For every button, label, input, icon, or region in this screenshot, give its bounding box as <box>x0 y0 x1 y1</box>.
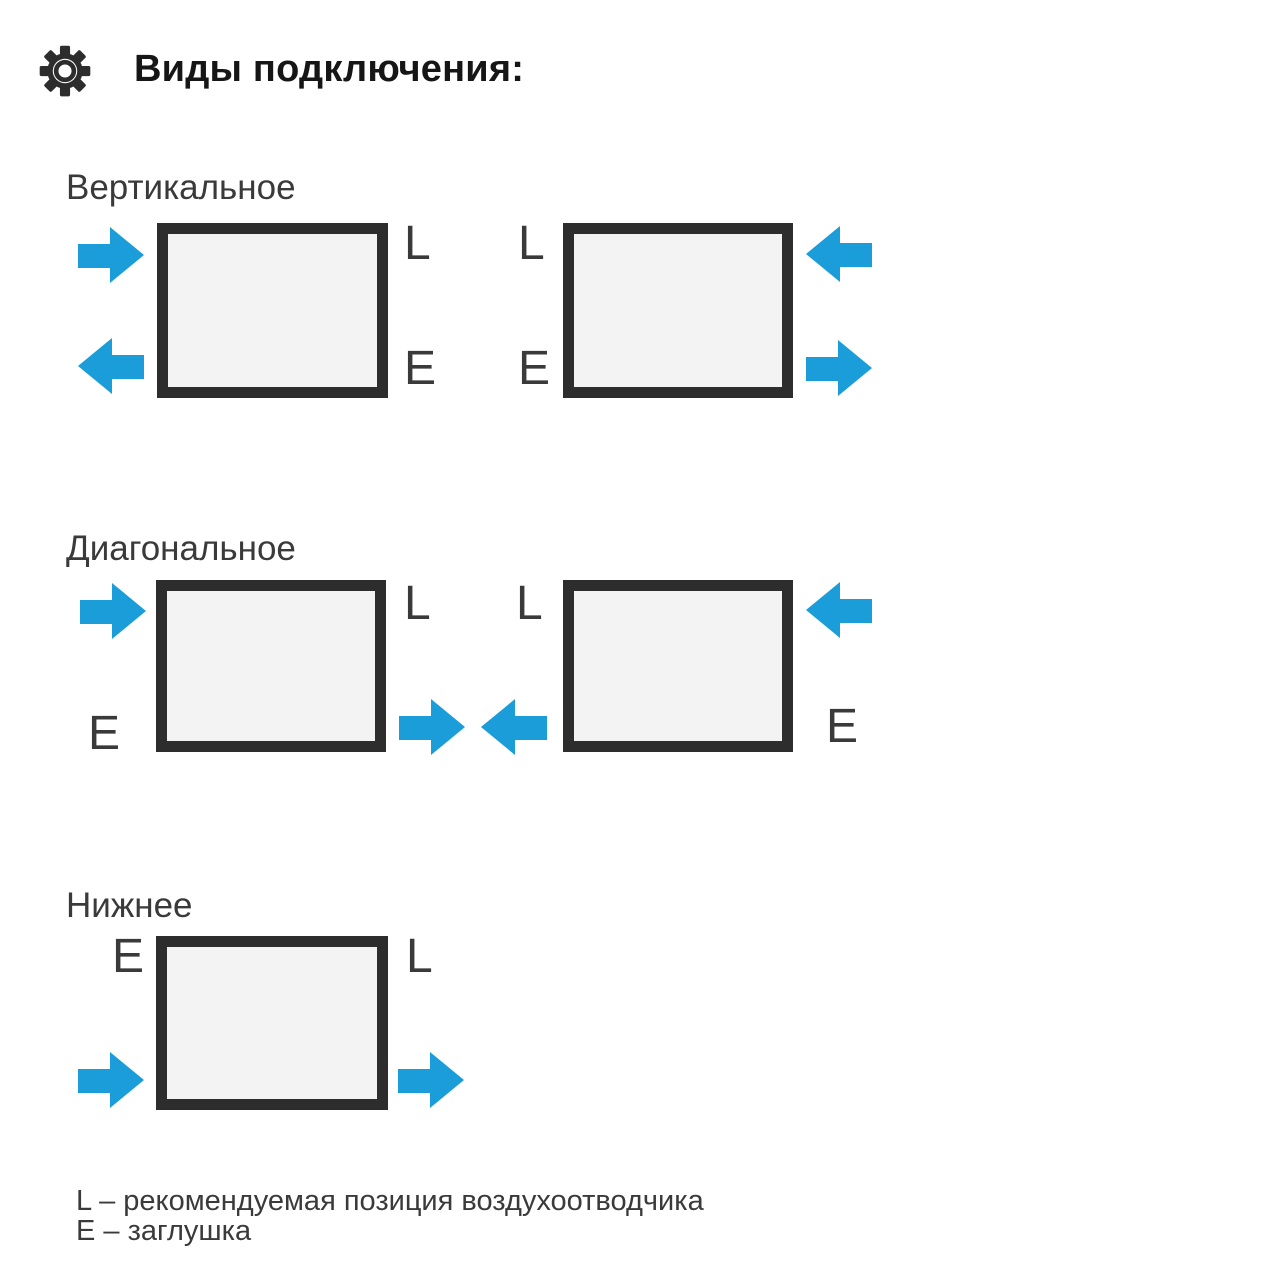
legend-plug-line: E – заглушка <box>76 1215 252 1247</box>
radiator-body <box>563 223 793 398</box>
legend-vent-line: L – рекомендуемая позиция воздухоотводчика <box>76 1185 704 1217</box>
plug-port-label: E <box>404 342 437 395</box>
arrow-left-icon <box>481 699 547 755</box>
radiator-body <box>156 936 388 1110</box>
plug-port-label: E <box>826 700 859 753</box>
section-title-diagonal: Диагональное <box>66 529 296 568</box>
arrow-right-icon <box>806 340 872 396</box>
arrow-right-icon <box>80 583 146 639</box>
radiator-body <box>157 223 388 398</box>
plug-port-label: E <box>518 342 551 395</box>
page-title: Виды подключения: <box>134 48 525 90</box>
gear-icon <box>38 44 92 98</box>
vent-port-label: L <box>404 217 431 270</box>
radiator-body <box>156 580 386 752</box>
arrow-left-icon <box>806 226 872 282</box>
arrow-right-icon <box>78 1052 144 1108</box>
section-title-bottom: Нижнее <box>66 886 193 925</box>
vent-port-label: L <box>516 577 543 630</box>
vent-port-label: L <box>406 930 433 983</box>
vent-port-label: L <box>518 217 545 270</box>
section-title-vertical: Вертикальное <box>66 168 296 207</box>
plug-port-label: E <box>112 930 145 983</box>
vent-port-label: L <box>404 577 431 630</box>
arrow-right-icon <box>78 227 144 283</box>
arrow-left-icon <box>78 338 144 394</box>
arrow-right-icon <box>398 1052 464 1108</box>
arrow-right-icon <box>399 699 465 755</box>
arrow-left-icon <box>806 582 872 638</box>
plug-port-label: E <box>88 707 121 760</box>
radiator-body <box>563 580 793 752</box>
